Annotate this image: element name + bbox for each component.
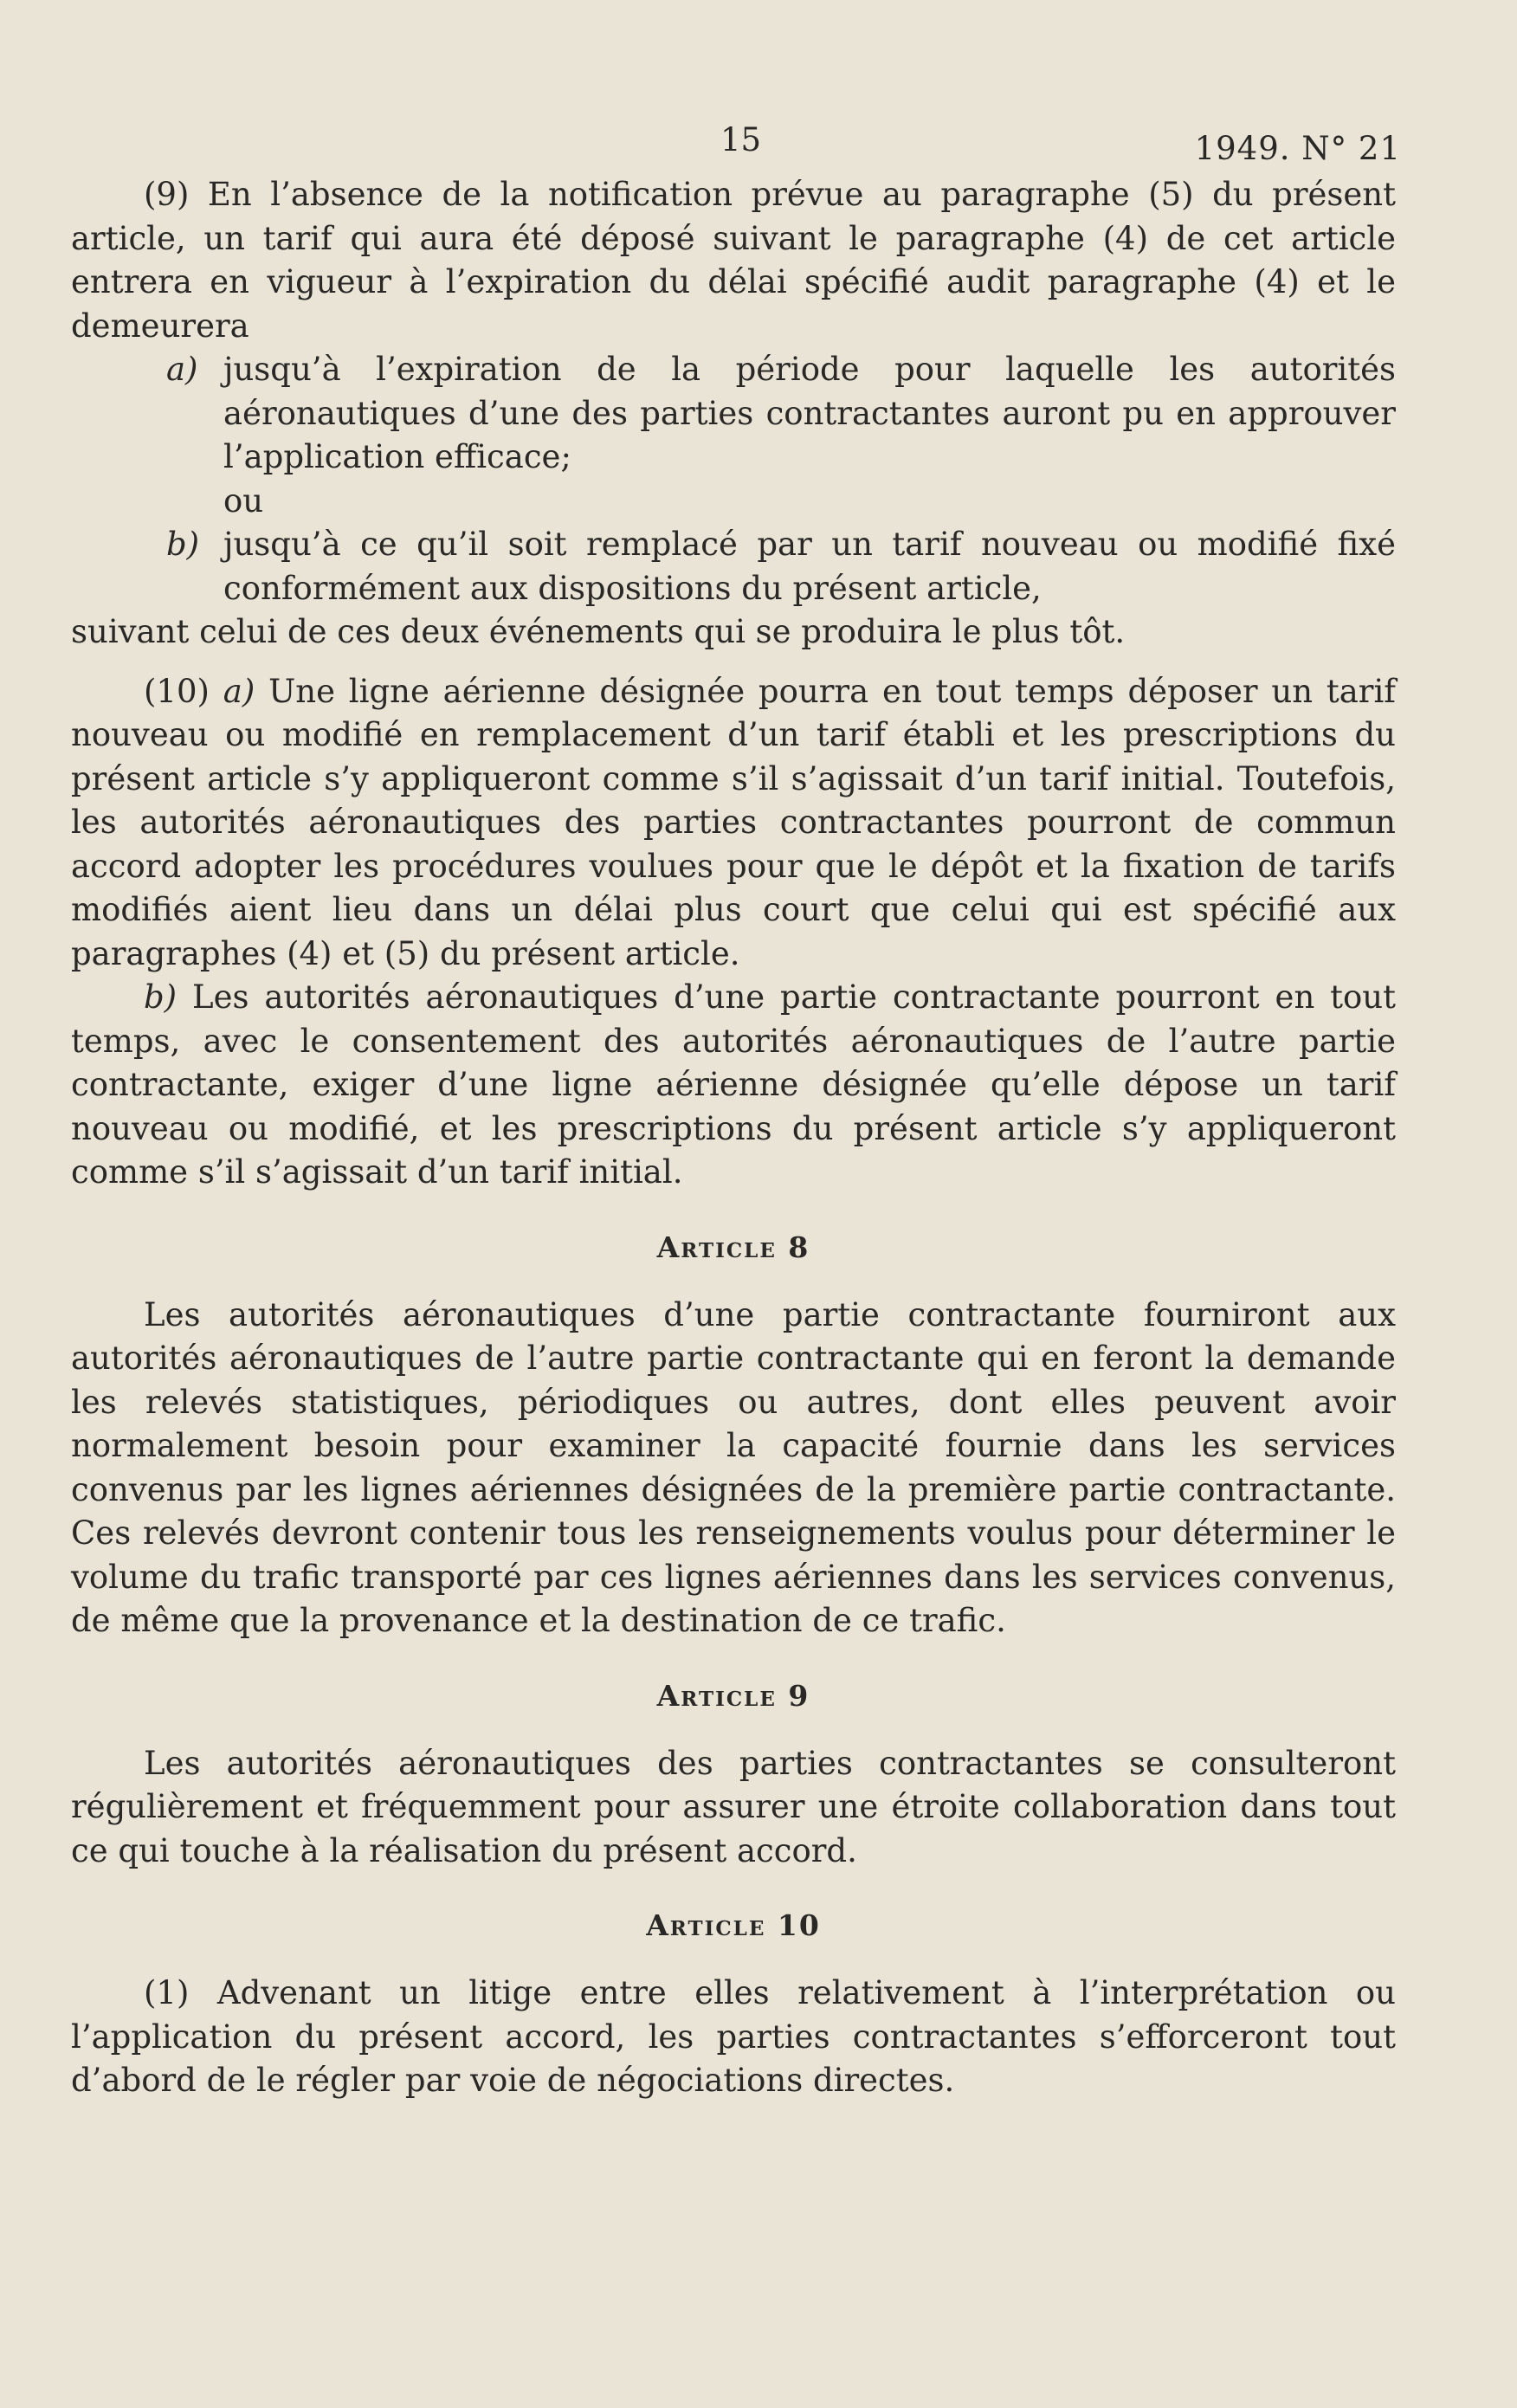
article-9-text: Les autorités aéronautiques des parties contractantes se consulteront régulièrement et fréquemment pour assurer une étroite collaboration dans tout ce qui touche à la réalisation du présent accord. (71, 1744, 1396, 1869)
paragraph-9-ou: ou (223, 481, 264, 520)
paragraph-10-a-text: Une ligne aérienne désignée pourra en tout temps déposer un tarif nouveau ou modifié en remplacement d’un tarif établi et les prescriptions du présent article s’y appliqueront comme s’il s’agissait d’un tarif initial. Toutefois, les autorités aéronautiques des parties contractantes pourront de commun accord adopter les procédures voulues pour que le dépôt et la fixation de tarifs modifiés aient lieu dans un délai plus court que celui qui est spécifié aux paragraphes (4) et (5) du présent article. (71, 672, 1397, 972)
paragraph-10-b-marker: b) (144, 978, 178, 1016)
page-number: 15 (720, 121, 762, 158)
article-10-heading: Article 10 (646, 1908, 821, 1942)
item-b-marker: b) (166, 526, 200, 563)
paragraph-9-closing: suivant celui de ces deux événements qui se produira le plus tôt. (71, 613, 1126, 650)
paragraph-10-prefix: (10) (144, 672, 210, 710)
paragraph-10-a-marker: a) (223, 672, 255, 710)
page-header (71, 113, 1401, 173)
paragraph-9-item-b (71, 523, 1396, 610)
article-8-heading: Article 8 (656, 1230, 810, 1264)
paragraph-9-intro: (9) En l’absence de la notification prévue au paragraphe (5) du présent article, un tarif qui aura été déposé suivant le paragraphe (4) de cet article entrera en vigueur à l’expiration du délai spécifié audit paragraphe (4) et le demeurera (71, 176, 1396, 345)
paragraph-10-a (71, 670, 1396, 977)
article-10-text: (1) Advenant un litige entre elles relativement à l’interprétation ou l’application du présent accord, les parties contractantes s’efforceront tout d’abord de le régler par voie de négociations directes. (71, 1974, 1396, 2099)
article-8-text: Les autorités aéronautiques d’une partie contractante fourniront aux autorités aéronautiques de l’autre partie contractante qui en feront la demande les relevés statistiques, périodiques ou autres, dont elles peuvent avoir normalement besoin pour examiner la capacité fournie dans les services convenus par les lignes aériennes désignées de la première partie contractante. Ces relevés devront contenir tous les renseignements voulus pour déterminer le volume du trafic transporté par ces lignes aériennes dans les services convenus, de même que la provenance et la destination de ce trafic. (71, 1295, 1396, 1639)
paragraph-9-item-a (71, 348, 1396, 480)
item-b-text: jusqu’à ce qu’il soit remplacé par un tarif nouveau ou modifié fixé conformément aux dispositions du présent article, (223, 526, 1396, 607)
paragraph-10-b-text: Les autorités aéronautiques d’une partie contractante pourront en tout temps, avec le consentement des autorités aéronautiques de l’autre partie contractante, exiger d’une ligne aérienne désignée qu’elle dépose un tarif nouveau ou modifié, et les prescriptions du présent article s’y appliqueront comme s’il s’agissait d’un tarif initial. (71, 978, 1397, 1191)
paragraph-10-b (71, 976, 1396, 1195)
document-reference: 1949. N° 21 (1194, 130, 1401, 167)
article-9-heading: Article 9 (656, 1678, 810, 1713)
document-body (71, 173, 1396, 2103)
item-a-marker: a) (166, 351, 198, 388)
item-a-text: jusqu’à l’expiration de la période pour laquelle les autorités aéronautiques d’une des parties contractantes auront pu en approuver l’application efficace; (223, 351, 1396, 475)
